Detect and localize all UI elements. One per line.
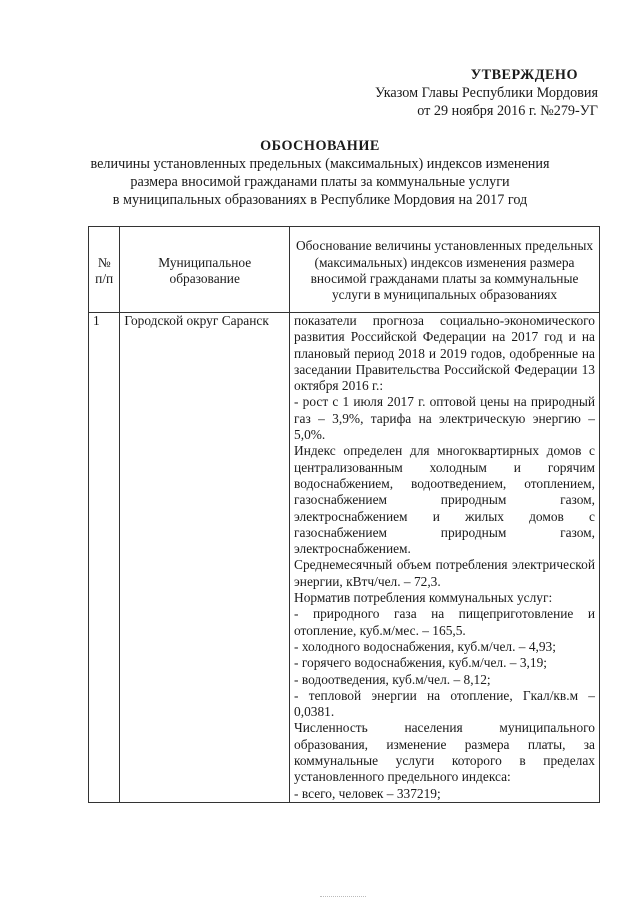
justification-paragraph: Численность населения муниципального образования, изменение размера платы, за коммунальные услуги которого в пределах установленного предельного индекса: (294, 720, 595, 785)
justification-paragraph: - горячего водоснабжения, куб.м/чел. – 3,19; (294, 655, 547, 671)
justification-paragraph: - водоотведения, куб.м/чел. – 8,12; (294, 671, 491, 687)
row-number: 1 (89, 313, 120, 803)
header-municipality: Муниципальное образование (120, 227, 290, 313)
justification-paragraph: - холодного водоснабжения, куб.м/чел. – 4,93; (294, 638, 556, 654)
justification-paragraph: - всего, человек – 337219; (294, 785, 441, 801)
header-justification: Обоснование величины установленных предельных (максимальных) индексов изменения размера вносимой гражданами платы за коммунальные услуги в муниципальных образованиях (290, 227, 600, 313)
approval-block (375, 66, 598, 120)
approval-issuer: Указом Главы Республики Мордовия (374, 85, 598, 101)
justification-table (88, 226, 600, 803)
title-line-1: величины установленных предельных (максимальных) индексов изменения (90, 156, 550, 172)
document-title (0, 137, 640, 209)
table-header-row (89, 227, 600, 313)
justification-paragraph: - природного газа на пищеприготовление и отопление, куб.м/мес. – 165,5. (294, 606, 595, 638)
justification-paragraph: - тепловой энергии на отопление, Гкал/кв.м – 0,0381. (294, 687, 595, 720)
title-line-2: размера вносимой гражданами платы за коммунальные услуги (130, 174, 510, 190)
approval-date: от 29 ноября 2016 г. №279-УГ (417, 103, 598, 119)
title-line-3: в муниципальных образованиях в Республике Мордовия на 2017 год (112, 192, 528, 208)
header-number: № п/п (89, 227, 120, 313)
justification-paragraph: Среднемесячный объем потребления электрической энергии, кВтч/чел. – 72,3. (294, 557, 595, 589)
approval-heading: УТВЕРЖДЕНО (470, 67, 578, 83)
row-justification (290, 313, 600, 803)
title-main: ОБОСНОВАНИЕ (260, 138, 380, 154)
justification-paragraph: Индекс определен для многоквартирных домов с централизованным холодным и горячим водоснабжением, водоотведением, отоплением, газоснабжением природным газом, электроснабжением и жилых домов с газоснабжением природным газом, электроснабжением. (294, 443, 595, 557)
row-municipality: Городской округ Саранск (120, 313, 290, 803)
page-footer-mark (320, 896, 366, 899)
table-row (89, 313, 600, 803)
justification-paragraph: Норматив потребления коммунальных услуг: (294, 590, 553, 606)
justification-paragraph: - рост с 1 июля 2017 г. оптовой цены на природный газ – 3,9%, тарифа на электрическую энергию – 5,0%. (294, 394, 595, 443)
justification-paragraph: показатели прогноза социально-экономического развития Российской Федерации на 2017 год и на плановый период 2018 и 2019 годов, одобренные на заседании Правительства Российской Федерации 13 октября 2016 г.: (294, 313, 595, 394)
